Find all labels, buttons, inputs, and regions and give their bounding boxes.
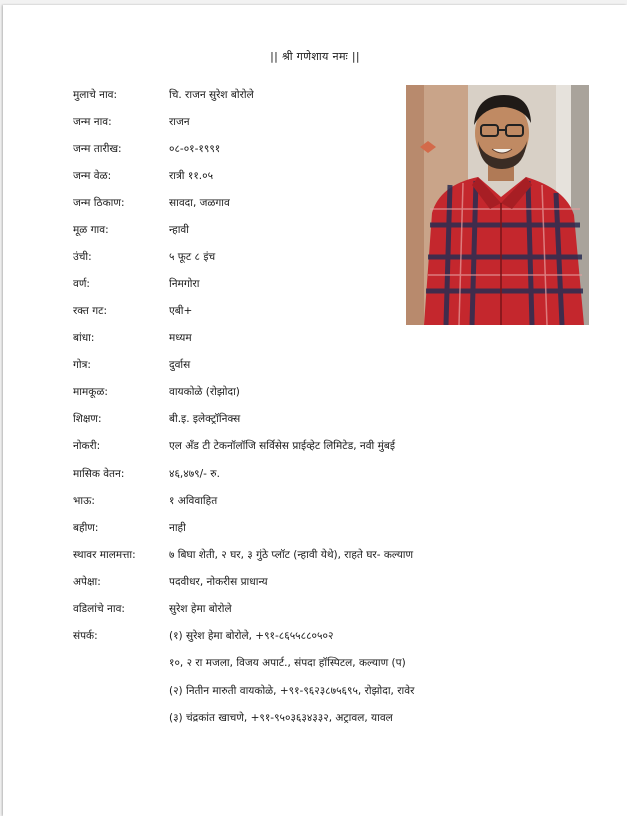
field-row-gotra: गोत्र: दुर्वास	[73, 359, 191, 371]
field-row-height: उंची: ५ फूट ८ इंच	[73, 251, 216, 263]
field-row-birth-name: जन्म नाव: राजन	[73, 116, 190, 128]
contact-line: (३) चंद्रकांत खाचणे, +९१-९५०३६३४३३२, अट्रावल, यावल	[169, 712, 393, 724]
field-row-birth-time: जन्म वेळ: रात्री ११.०५	[73, 170, 214, 182]
field-row-salary: मासिक वेतन: ४६,४७९/- रु.	[73, 468, 220, 480]
biodata-page	[3, 5, 627, 816]
contact-line: १०, २ रा मजला, विजय अपार्ट., संपदा हॉस्पिटल, कल्याण (प)	[169, 657, 406, 669]
field-row-build: बांधा: मध्यम	[73, 332, 192, 344]
field-row-expectation: अपेक्षा: पदवीधर, नोकरीस प्राधान्य	[73, 576, 268, 588]
field-row-sister: बहीण: नाही	[73, 522, 186, 534]
field-row-job: नोकरी: एल अँड टी टेकनॉलॉजि सर्विसेस प्राईव्हेट लिमिटेड, नवी मुंबई	[73, 440, 396, 452]
page-header: || श्री गणेशाय नमः ||	[270, 50, 360, 63]
profile-photo	[406, 85, 589, 325]
field-row-blood-group: रक्त गट: एबी+	[73, 305, 193, 317]
field-row-brother: भाऊ: १ अविवाहित	[73, 495, 218, 507]
field-row-birth-date: जन्म तारीख: ०८-०१-१९९१	[73, 143, 221, 155]
field-row-maternal-family: मामकूळ: वायकोळे (रोझोदा)	[73, 386, 240, 398]
field-row-contact: संपर्क: (१) सुरेश हेमा बोरोले, +९१-८६५५८८०५०२	[73, 630, 334, 642]
field-row-property: स्थावर मालमत्ता: ७ बिघा शेती, २ घर, ३ गुंठे प्लॉट (न्हावी येथे), राहते घर- कल्याण	[73, 549, 414, 561]
field-row-education: शिक्षण: बी.इ. इलेक्ट्रॉनिक्स	[73, 413, 241, 425]
field-row-name: मुलाचे नाव: चि. राजन सुरेश बोरोले	[73, 89, 254, 101]
contact-line: (२) नितीन मारुती वायकोळे, +९१-९६२३८७५६९५, रोझोदा, रावेर	[169, 685, 415, 697]
field-row-father-name: वडिलांचे नाव: सुरेश हेमा बोरोले	[73, 603, 232, 615]
field-row-birth-place: जन्म ठिकाण: सावदा, जळगाव	[73, 197, 230, 209]
field-row-complexion: वर्ण: निमगोरा	[73, 278, 200, 290]
person-photo-icon	[406, 85, 589, 325]
field-row-native-place: मूळ गाव: न्हावी	[73, 224, 189, 236]
